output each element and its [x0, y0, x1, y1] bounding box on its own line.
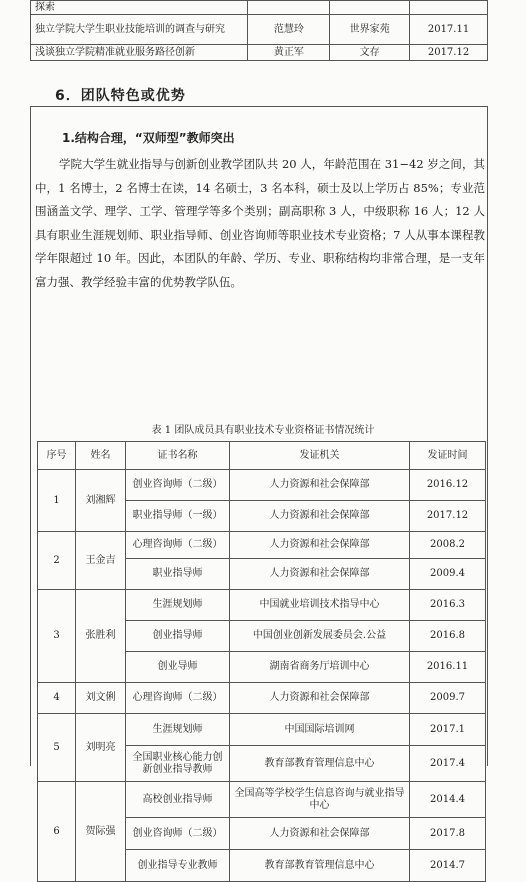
table-row — [38, 470, 486, 501]
certificate-table — [37, 441, 486, 882]
publication-author: 黄正军 — [248, 45, 330, 61]
member-no: 2 — [38, 532, 76, 590]
publications-table — [30, 0, 488, 61]
cert-issuer: 全国高等学校学生信息咨询与就业指导中心 — [230, 782, 410, 818]
publication-partial-title: 探索 — [31, 1, 248, 15]
table-caption: 表 1 团队成员具有职业技术专业资格证书情况统计 — [151, 425, 375, 436]
cert-name: 创业指导师 — [126, 621, 230, 652]
cert-date: 2008.2 — [410, 532, 486, 559]
header-cert: 证书名称 — [126, 442, 230, 470]
section-subtitle: 1.结构合理，“双师型”教师突出 — [62, 131, 235, 145]
cert-date: 2009.7 — [410, 683, 486, 714]
cert-date: 2016.11 — [410, 652, 486, 683]
publication-title: 浅谈独立学院精准就业服务路径创新 — [31, 45, 248, 61]
cert-name: 创业咨询师（二级） — [126, 818, 230, 850]
table-row — [38, 683, 486, 714]
publication-venue: 世界家苑 — [330, 15, 410, 45]
cert-name: 生涯规划师 — [126, 590, 230, 621]
cert-date: 2016.8 — [410, 621, 486, 652]
member-name: 张胜利 — [76, 590, 126, 683]
cert-issuer: 人力资源和社会保障部 — [230, 683, 410, 714]
member-name: 刘湘辉 — [76, 470, 126, 532]
cert-date: 2014.4 — [410, 782, 486, 818]
cert-issuer: 人力资源和社会保障部 — [230, 501, 410, 532]
cert-issuer: 人力资源和社会保障部 — [230, 559, 410, 590]
cert-name: 职业指导师（一级） — [126, 501, 230, 532]
cert-issuer: 湖南省商务厅培训中心 — [230, 652, 410, 683]
cert-name: 心理咨询师（二级） — [126, 532, 230, 559]
publication-venue: 文存 — [330, 45, 410, 61]
header-name: 姓名 — [76, 442, 126, 470]
table-row — [38, 532, 486, 559]
cert-name: 心理咨询师（二级） — [126, 683, 230, 714]
table-row — [38, 714, 486, 746]
cert-issuer: 中国就业培训技术指导中心 — [230, 590, 410, 621]
member-no: 4 — [38, 683, 76, 714]
table-row — [38, 590, 486, 621]
cert-issuer: 人力资源和社会保障部 — [230, 818, 410, 850]
cert-name: 创业指导专业教师 — [126, 850, 230, 882]
publication-date: 2017.11 — [410, 15, 488, 45]
member-name: 王金吉 — [76, 532, 126, 590]
cert-date: 2017.8 — [410, 818, 486, 850]
header-date: 发证时间 — [410, 442, 486, 470]
member-name: 刘明亮 — [76, 714, 126, 782]
cert-name: 职业指导师 — [126, 559, 230, 590]
cert-issuer: 教育部教育管理信息中心 — [230, 850, 410, 882]
member-name: 刘文俐 — [76, 683, 126, 714]
cert-date: 2016.12 — [410, 470, 486, 501]
cert-name: 生涯规划师 — [126, 714, 230, 746]
cert-issuer: 中国国际培训网 — [230, 714, 410, 746]
cert-name: 全国职业核心能力创新创业指导教师 — [126, 746, 230, 782]
cert-name: 创业咨询师（二级） — [126, 470, 230, 501]
cert-date: 2017.12 — [410, 501, 486, 532]
publication-title: 独立学院大学生职业技能培训的调查与研究 — [31, 15, 248, 45]
publication-date: 2017.12 — [410, 45, 488, 61]
header-issuer: 发证机关 — [230, 442, 410, 470]
member-no: 3 — [38, 590, 76, 683]
cert-issuer: 中国创业创新发展委员会.公益 — [230, 621, 410, 652]
cert-name: 创业导师 — [126, 652, 230, 683]
section-title: 6．团队特色或优势 — [55, 88, 186, 104]
cert-date: 2014.7 — [410, 850, 486, 882]
member-no: 6 — [38, 782, 76, 882]
cert-date: 2017.1 — [410, 714, 486, 746]
member-no: 5 — [38, 714, 76, 782]
team-description-paragraph: 学院大学生就业指导与创新创业教学团队共 20 人，年龄范围在 31−42 岁之间，其中，1 名博士，2 名博士在读，14 名硕士，3 名本科，硕士及以上学历占 85%；专业范围涵盖文学、理学、工学、管理学等多个类别；副高职称 3 人，中级职称 16 人；12 人具有职业生涯规划师、职业指导师、创业咨询师等职业技术专业资格；7 人从事本课程教学年限超过 10 年。因此，本团队的年龄、学历、专业、职称结构均非常合理，是一支年富力强、教学经验丰富的优势教学队伍。 — [35, 157, 485, 289]
member-name: 贺际强 — [76, 782, 126, 882]
cert-date: 2009.4 — [410, 559, 486, 590]
header-no: 序号 — [38, 442, 76, 470]
publication-author: 范慧玲 — [248, 15, 330, 45]
cert-name: 高校创业指导师 — [126, 782, 230, 818]
cert-date: 2016.3 — [410, 590, 486, 621]
member-no: 1 — [38, 470, 76, 532]
cert-issuer: 教育部教育管理信息中心 — [230, 746, 410, 782]
table-row — [38, 782, 486, 818]
cert-date: 2017.4 — [410, 746, 486, 782]
cert-issuer: 人力资源和社会保障部 — [230, 532, 410, 559]
cert-issuer: 人力资源和社会保障部 — [230, 470, 410, 501]
